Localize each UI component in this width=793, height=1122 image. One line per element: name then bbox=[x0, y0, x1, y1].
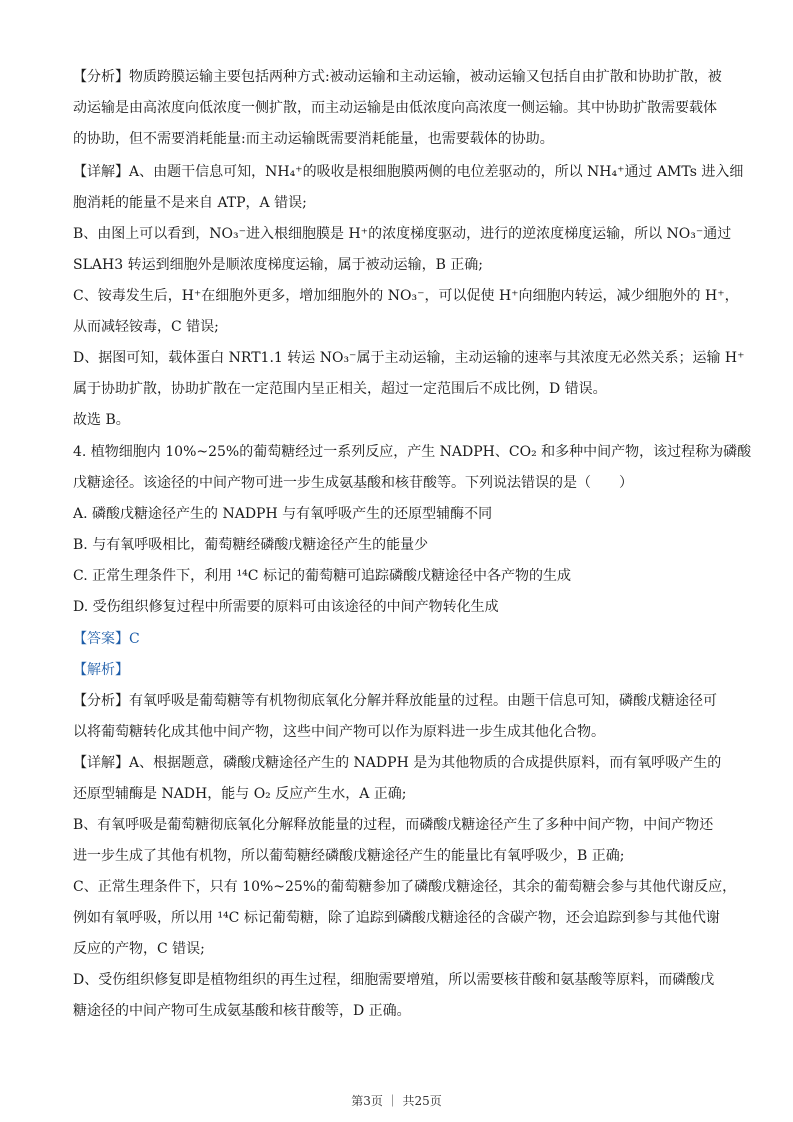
option-a: A. 磷酸戊糖途径产生的 NADPH 与有氧呼吸产生的还原型辅酶不同 bbox=[73, 506, 493, 522]
question-4 bbox=[73, 437, 752, 623]
text-line: 反应的产物，C 错误; bbox=[73, 941, 205, 957]
text-line: 糖途径的中间产物可生成氨基酸和核苷酸等，D 正确。 bbox=[73, 1003, 411, 1019]
text-line: 【分析】有氧呼吸是葡萄糖等有机物彻底氧化分解并释放能量的过程。由题干信息可知，磷酸戊糖途径可 bbox=[73, 693, 717, 709]
text-line: D、受伤组织修复即是植物组织的再生过程，细胞需要增殖，所以需要核苷酸和氨基酸等原料，而磷酸戊 bbox=[73, 972, 715, 988]
question-stem-line: 4. 植物细胞内 10%~25%的葡萄糖经过一系列反应，产生 NADPH、CO₂ 和多种中间产物，该过程称为磷酸 bbox=[73, 444, 752, 460]
answer-section-q4 bbox=[73, 624, 737, 1027]
question-stem-line: 戊糖途径。该途径的中间产物可进一步生成氨基酸和核苷酸等。下列说法错误的是（ ） bbox=[73, 475, 633, 491]
text-line: C、正常生理条件下，只有 10%~25%的葡萄糖参加了磷酸戊糖途径，其余的葡萄糖会参与其他代谢反应， bbox=[73, 879, 737, 895]
text-line: 进一步生成了其他有机物，所以葡萄糖经磷酸戊糖途径产生的能量比有氧呼吸少，B 正确; bbox=[73, 848, 625, 864]
text-line: 【详解】A、根据题意，磷酸戊糖途径产生的 NADPH 是为其他物质的合成提供原料，而有氧呼吸产生的 bbox=[73, 755, 722, 771]
text-line: B、有氧呼吸是葡萄糖彻底氧化分解释放能量的过程，而磷酸戊糖途径产生了多种中间产物，中间产物还 bbox=[73, 817, 714, 833]
text-line: 【详解】A、由题干信息可知，NH₄⁺的吸收是根细胞膜两侧的电位差驱动的，所以 NH₄⁺通过 AMTs 进入细 bbox=[73, 164, 744, 180]
explanation-heading: 【解析】 bbox=[73, 662, 129, 678]
option-c: C. 正常生理条件下，利用 ¹⁴C 标记的葡萄糖可追踪磷酸戊糖途径中各产物的生成 bbox=[73, 568, 571, 584]
text-line: 例如有氧呼吸，所以用 ¹⁴C 标记葡萄糖，除了追踪到磷酸戊糖途径的含碳产物，还会追踪到参与其他代谢 bbox=[73, 910, 720, 926]
answer-label: 【答案】C bbox=[73, 631, 140, 647]
option-d: D. 受伤组织修复过程中所需要的原料可由该途径的中间产物转化生成 bbox=[73, 599, 499, 615]
text-line: 属于协助扩散，协助扩散在一定范围内呈正相关，超过一定范围后不成比例，D 错误。 bbox=[73, 381, 607, 397]
text-line: 故选 B。 bbox=[73, 412, 130, 428]
text-line: 还原型辅酶是 NADH，能与 O₂ 反应产生水，A 正确; bbox=[73, 786, 407, 802]
text-line: 从而减轻铵毒，C 错误; bbox=[73, 319, 219, 335]
text-line: D、据图可知，载体蛋白 NRT1.1 转运 NO₃⁻属于主动运输，主动运输的速率与其浓度无必然关系；运输 H⁺ bbox=[73, 350, 745, 366]
text-line: 的协助，但不需要消耗能量:而主动运输既需要消耗能量，也需要载体的协助。 bbox=[73, 131, 554, 147]
text-line: SLAH3 转运到细胞外是顺浓度梯度运输，属于被动运输，B 正确; bbox=[73, 257, 484, 273]
text-line: 以将葡萄糖转化成其他中间产物，这些中间产物可以作为原料进一步生成其他化合物。 bbox=[73, 724, 605, 740]
page-footer: 第3页 ｜ 共25页 bbox=[351, 1094, 442, 1108]
analysis-section-q3 bbox=[73, 62, 723, 155]
text-line: C、铵毒发生后，H⁺在细胞外更多，增加细胞外的 NO₃⁻，可以促使 H⁺向细胞内转运，减少细胞外的 H⁺， bbox=[73, 288, 739, 304]
text-line: 胞消耗的能量不是来自 ATP，A 错误; bbox=[73, 195, 307, 211]
text-line: 动运输是由高浓度向低浓度一侧扩散，而主动运输是由低浓度向高浓度一侧运输。其中协助扩散需要载体 bbox=[73, 100, 717, 116]
text-line: 【分析】物质跨膜运输主要包括两种方式:被动运输和主动运输，被动运输又包括自由扩散和协助扩散，被 bbox=[73, 69, 722, 85]
option-b: B. 与有氧呼吸相比，葡萄糖经磷酸戊糖途径产生的能量少 bbox=[73, 537, 429, 553]
text-line: B、由图上可以看到，NO₃⁻进入根细胞膜是 H⁺的浓度梯度驱动，进行的逆浓度梯度运输，所以 NO₃⁻通过 bbox=[73, 226, 732, 242]
detail-section-q3 bbox=[73, 157, 745, 436]
